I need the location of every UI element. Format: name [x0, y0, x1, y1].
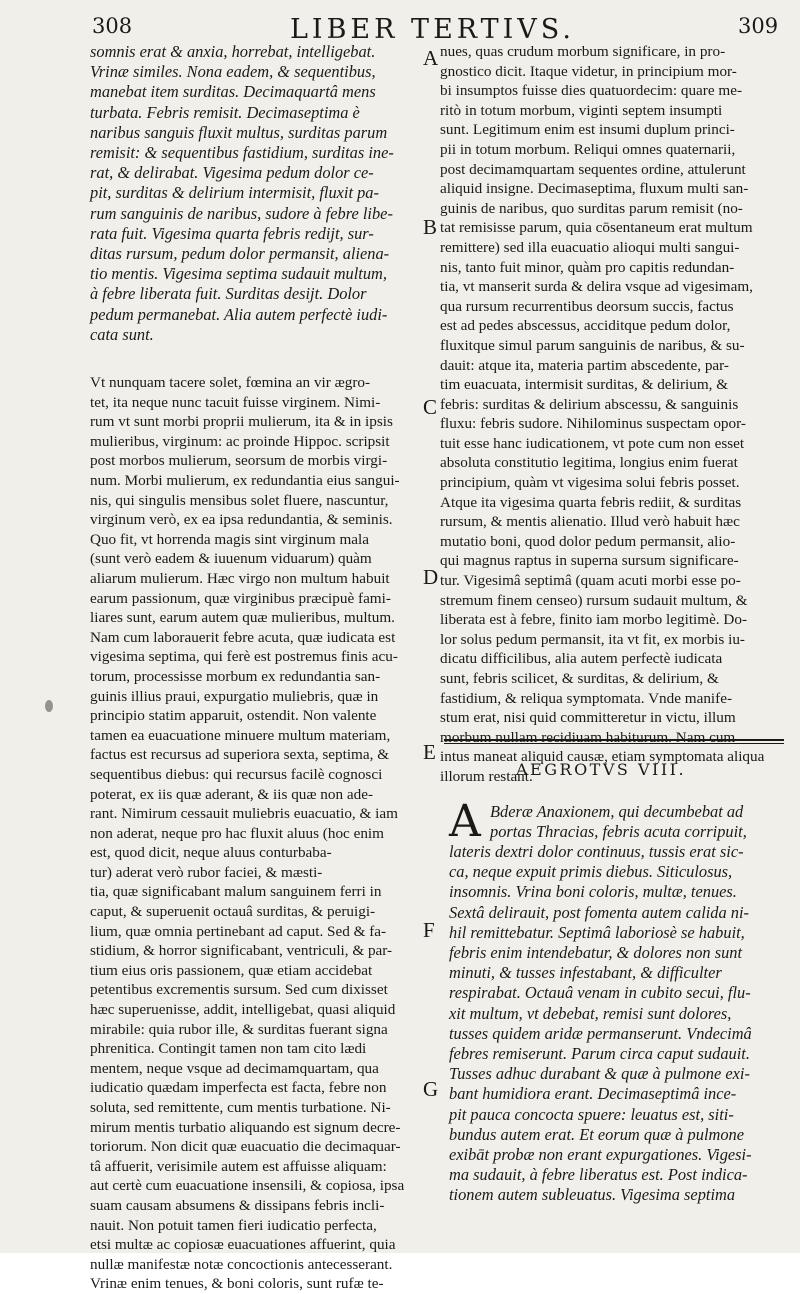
- text-line: rum vt sunt morbi proprii mulierum, ita & in ipsis: [90, 413, 393, 431]
- italic-line: tusses quidem aridæ permanserunt. Vndecimâ: [449, 1023, 752, 1043]
- margin-letter-g: G: [423, 1077, 439, 1101]
- text-line: mutatio boni, quod dolor pedum permansit, alio-: [440, 532, 736, 550]
- text-line: Atque ita vigesima quarta febris rediit, & surditas: [440, 493, 742, 511]
- italic-line: tio mentis. Vigesima septima sudauit multum,: [90, 264, 387, 284]
- drop-cap: A: [449, 796, 481, 847]
- text-line: soluta, sed remittente, cum mentis turbatione. Ni-: [90, 1099, 391, 1117]
- running-title: LIBER TERTIVS.: [290, 14, 575, 45]
- text-line: aliquid insigne. Decimaseptima, fluxum multi san-: [440, 180, 749, 198]
- text-line: mentem, neque vsque ad decimamquartam, qua: [90, 1059, 379, 1077]
- text-line: fluxitque simul parum sanguinis de naribus, & su-: [440, 336, 745, 354]
- italic-line: Bderæ Anaxionem, qui decumbebat ad: [490, 802, 744, 821]
- text-line: sequentibus diebus: qui recursus facilè cognosci: [90, 765, 383, 783]
- text-line: morbum nullam recidiuam habiturum. Nam cum: [440, 728, 736, 746]
- italic-line: bundus autem erat. Et eorum quæ à pulmone: [449, 1124, 745, 1144]
- italic-line: pit, surditas & delirium intermisit, fluxit pa-: [90, 183, 379, 203]
- text-line: nis, qui singulis mensibus solet fluere, nascuntur,: [90, 491, 389, 509]
- text-line: fluxu: febris sudore. Nihilominus suspectam opor-: [440, 415, 746, 433]
- text-line: tamen ea euacuatione minuere multum materiam,: [90, 726, 391, 744]
- text-line: dicatu difficilibus, alia autem perfectè iudicata: [440, 650, 723, 668]
- right-column: [440, 42, 790, 787]
- text-line: tur. Vigesimâ septimâ (quam acuti morbi esse po-: [440, 572, 741, 590]
- text-line: non aderat, neque pro hac fluxit aluus (hoc enim: [90, 824, 384, 842]
- text-line: gnostico dicit. Itaque videtur, in principium mor-: [440, 62, 737, 80]
- text-line: Nam cum laborauerit febre acuta, quæ iudicata est: [90, 628, 396, 646]
- italic-line: manebat item surditas. Decimaquartâ mens: [90, 82, 376, 102]
- left-column: [90, 42, 420, 1294]
- italic-line: febris enim intendebatur, & dolores non sunt: [449, 943, 743, 963]
- margin-letter-b: B: [423, 215, 438, 239]
- margin-letter-a: A: [423, 46, 439, 70]
- italic-line: pedum permanebat. Alia autem perfectè iudi-: [90, 304, 388, 324]
- text-line: mulieribus, virginum: ac proinde Hippoc. scripsit: [90, 432, 390, 450]
- italic-line: tionem autem subleuatus. Vigesima septima: [449, 1185, 736, 1205]
- text-line: liberata est à febre, finito iam morbo legitimè. Do-: [440, 611, 748, 629]
- text-line: Vrinæ enim tenues, & boni coloris, sunt rufæ te-: [90, 1275, 384, 1293]
- text-line: phrenitica. Contingit tamen non tam cito lædi: [90, 1040, 367, 1058]
- text-line: ritò in totum morbum, viginti septem insumpti: [440, 101, 723, 119]
- text-line: torum, processisse morbum ex redundantia san-: [90, 667, 381, 685]
- text-line: mirabile: quia rubor ille, & surditas fuerant signa: [90, 1020, 388, 1038]
- margin-letter-f: F: [423, 918, 435, 942]
- italic-line: ma sudauit, à febre liberatus est. Post indica-: [449, 1165, 748, 1185]
- text-line: tur) aderat verò rubor faciei, & mæsti-: [90, 863, 323, 881]
- italic-line: portas Thracias, febris acuta corripuit,: [490, 822, 747, 842]
- text-line: dauit: atque ita, materia partim abscedente, par-: [440, 356, 729, 374]
- text-line: poterat, ex iis quæ aderant, & iis quæ non ade-: [90, 785, 374, 803]
- italic-line: naribus sanguis fluxit multus, surditas parum: [90, 122, 388, 142]
- text-line: tat remisisse parum, quia cōsentaneum erat multum: [440, 219, 753, 237]
- text-line: earum passionum, quæ virginibus præcipuè fami-: [90, 589, 391, 607]
- section-rule-thin: [444, 743, 784, 744]
- italic-line: rata fuit. Vigesima quarta febris redijt, sur-: [90, 223, 374, 243]
- italic-line: à febre liberata fuit. Surditas desijt. Dolor: [90, 284, 367, 304]
- italic-line: remisit: & sequentibus fastidium, surditas ine-: [90, 143, 394, 163]
- text-line: factus est recursus ad superiora sexta, septima, &: [90, 746, 390, 764]
- italic-line: cata sunt.: [90, 324, 154, 344]
- italic-line: respirabat. Octauâ venam in cubito secui, flu-: [449, 983, 751, 1003]
- text-line: iudicatio quædam imperfecta est facta, febre non: [90, 1079, 387, 1097]
- text-line: tia, vt manserit surda & delira vsque ad vigesimam,: [440, 278, 753, 296]
- text-line: febris: surditas & delirium abscessu, & sanguinis: [440, 395, 739, 413]
- text-line: suam causam absumens & dissipans febris incli-: [90, 1196, 385, 1214]
- italic-line: Sextâ delirauit, post fomenta autem calida ni-: [449, 902, 749, 922]
- commentary-continuation: [440, 42, 790, 787]
- text-line: lor solus pedum permansit, ita vt fit, ex morbis iu-: [440, 630, 745, 648]
- italic-line: insomnis. Vrina boni coloris, multæ, tenues.: [449, 882, 737, 902]
- text-line: virginum verò, ex ea ipsa redundantia, & seminis.: [90, 511, 393, 529]
- case-eight-italic: [449, 842, 789, 1206]
- margin-letter-e: E: [423, 740, 436, 764]
- text-line: intus maneat aliquid causæ, etiam symptomata aliqua: [440, 748, 765, 766]
- text-line: remittere) sed illa euacuatio alioqui multi sangui-: [440, 238, 740, 256]
- text-line: tim euacuata, intermisit surditas, & delirium, &: [440, 376, 729, 394]
- italic-line: lateris dextri dolor continuus, tussis erat sic-: [449, 842, 744, 861]
- section-rule: [444, 739, 784, 741]
- italic-line: Vrinæ similes. Nona eadem, & sequentibus,: [90, 62, 376, 82]
- text-line: guinis de naribus, quo surditas parum remisit (no-: [440, 199, 743, 217]
- text-line: toriorum. Non dicit quæ euacuatio die decimaquar-: [90, 1138, 401, 1156]
- italic-line: bant humidiora erant. Decimaseptimâ ince-: [449, 1084, 737, 1104]
- text-line: (sunt verò eadem & iuuenum viduarum) quàm: [90, 550, 372, 568]
- text-line: Vt nunquam tacere solet, fœmina an vir ægro-: [90, 374, 371, 392]
- italic-line: ca, neque expuit primis diebus. Siticulosus,: [449, 862, 733, 882]
- text-line: pii in totum morbum. Reliqui omnes quaternarii,: [440, 140, 736, 158]
- text-line: tet, ita neque nunc tacuit fuisse virginem. Nimi-: [90, 393, 381, 411]
- text-line: etsi multæ ac copiosæ euacuationes affuerint, quia: [90, 1236, 396, 1254]
- text-line: post decimamquartam sequentes ordine, attulerunt: [440, 160, 746, 178]
- italic-line: somnis erat & anxia, horrebat, intelligebat.: [90, 42, 376, 61]
- page-number-left: 308: [92, 14, 133, 38]
- text-line: principio statim apparuit, ostendit. Non valente: [90, 707, 377, 725]
- text-line: absoluta constitutio legitima, longius enim fuerat: [440, 454, 738, 472]
- margin-letter-d: D: [423, 565, 439, 589]
- text-line: qua rursum recurrentibus deorsum succis, factus: [440, 297, 734, 315]
- text-line: tia, quæ significabant malum sanguinem ferri in: [90, 883, 382, 901]
- text-line: sunt. Legitimum enim est insumi duplum princi-: [440, 121, 735, 139]
- page-number-right: 309: [738, 14, 779, 38]
- case-continuation-italic: [90, 42, 420, 345]
- text-line: tuit esse hanc iudicationem, vt pote cum non esset: [440, 434, 745, 452]
- italic-line: rat, & delirabat. Vigesima pedum dolor ce-: [90, 163, 374, 183]
- text-line: num. Morbi mulierum, ex redundantia eius sangui-: [90, 472, 400, 490]
- text-line: tâ affuerit, verisimile autem est affuisse aliquam:: [90, 1157, 387, 1175]
- margin-letter-c: C: [423, 395, 438, 419]
- text-line: post morbos mulierum, seorsum de morbis virgi-: [90, 452, 388, 470]
- text-line: stremum finem censeo) rursum sudauit multum, &: [440, 591, 748, 609]
- ink-blot: [45, 700, 53, 712]
- text-line: caput, & superuenit octauâ surditas, & peruigi-: [90, 903, 376, 921]
- text-line: bi insumptos fuisse dies quatuordecim: quare me-: [440, 82, 742, 100]
- text-line: est, quod dicit, neque aluus conturbaba-: [90, 844, 332, 862]
- italic-line: Tusses adhuc durabant & quæ à pulmone exi-: [449, 1064, 750, 1084]
- italic-line: exibāt probæ non erant expurgationes. Vigesi-: [449, 1145, 752, 1165]
- text-line: tium eius oris passionem, quæ etiam accidebat: [90, 961, 373, 979]
- italic-line: xit multum, vt debebat, remisi sunt dolores,: [449, 1003, 732, 1023]
- text-line: illorum restant.: [440, 767, 533, 785]
- text-line: stum erat, nisi quid committeretur in victu, illum: [440, 709, 736, 727]
- italic-line: minuti, & tusses infestabant, & difficulter: [449, 963, 722, 983]
- text-line: qui magnus raptus in superna sursum significare-: [440, 552, 739, 570]
- text-line: petentibus excrementis sursum. Sed cum dixisset: [90, 981, 388, 999]
- text-line: Quo fit, vt horrenda magis sint virginum mala: [90, 530, 369, 548]
- text-line: liares sunt, earum autem quæ mulieribus, multum.: [90, 609, 395, 627]
- text-line: guinis illius praui, expurgatio muliebris, quæ in: [90, 687, 379, 705]
- text-line: nullæ manifestæ notæ concoctionis antecesserant.: [90, 1255, 393, 1273]
- text-line: mirum mentis turbatio aliquando est signum decre-: [90, 1118, 401, 1136]
- italic-line: febres remiserunt. Parum circa caput sudauit.: [449, 1044, 750, 1064]
- commentary-text: [90, 373, 420, 1294]
- text-line: rursum, & mentis alienatio. Illud verò habuit hæc: [440, 513, 740, 531]
- italic-line: turbata. Febris remisit. Decimaseptima è: [90, 102, 360, 122]
- italic-line: hil remittebatur. Septimâ laboriosè se habuit,: [449, 922, 745, 942]
- text-line: lium, quæ omnia pertinebant ad caput. Sed & fa-: [90, 922, 387, 940]
- text-line: nues, quas crudum morbum significare, in pro-: [440, 43, 726, 60]
- text-line: stidium, & horror significabant, ventriculi, & par-: [90, 942, 393, 960]
- text-line: nis, tanto fuit minor, quàm pro capitis redundan-: [440, 258, 735, 276]
- case-eight-italic-head: [490, 802, 790, 842]
- text-line: sunt, febris scilicet, & surditas, & delirium, &: [440, 670, 719, 687]
- italic-line: rum sanguinis de naribus, sudore à febre libe-: [90, 203, 393, 223]
- italic-line: ditas rursum, pedum dolor permansit, aliena-: [90, 244, 390, 264]
- italic-line: pit pauca concocta spuere: leuatus est, siti-: [449, 1104, 734, 1124]
- text-line: principium, quàm vt vigesima solui febris posset.: [440, 474, 740, 492]
- text-line: vigesima septima, qui ferè est postremus finis acu-: [90, 648, 398, 666]
- text-line: aliarum mulierum. Hæc virgo non multum habuit: [90, 569, 390, 587]
- text-line: est ad pedes abscessus, acciditque pedum dolor,: [440, 317, 731, 335]
- section-heading: AEGROTVS VIII.: [516, 760, 687, 779]
- text-line: nauit. Non potuit tamen fieri iudicatio perfecta,: [90, 1216, 377, 1234]
- text-line: aut certè cum euacuatione insensili, & copiosa, ipsa: [90, 1177, 405, 1195]
- text-line: fastidium, & reliqua symptomata. Vnde manife-: [440, 689, 733, 707]
- text-line: hæc superuenisse, addit, intelligebat, quasi aliquid: [90, 1001, 396, 1019]
- text-line: rant. Nimirum cessauit muliebris euacuatio, & iam: [90, 805, 398, 823]
